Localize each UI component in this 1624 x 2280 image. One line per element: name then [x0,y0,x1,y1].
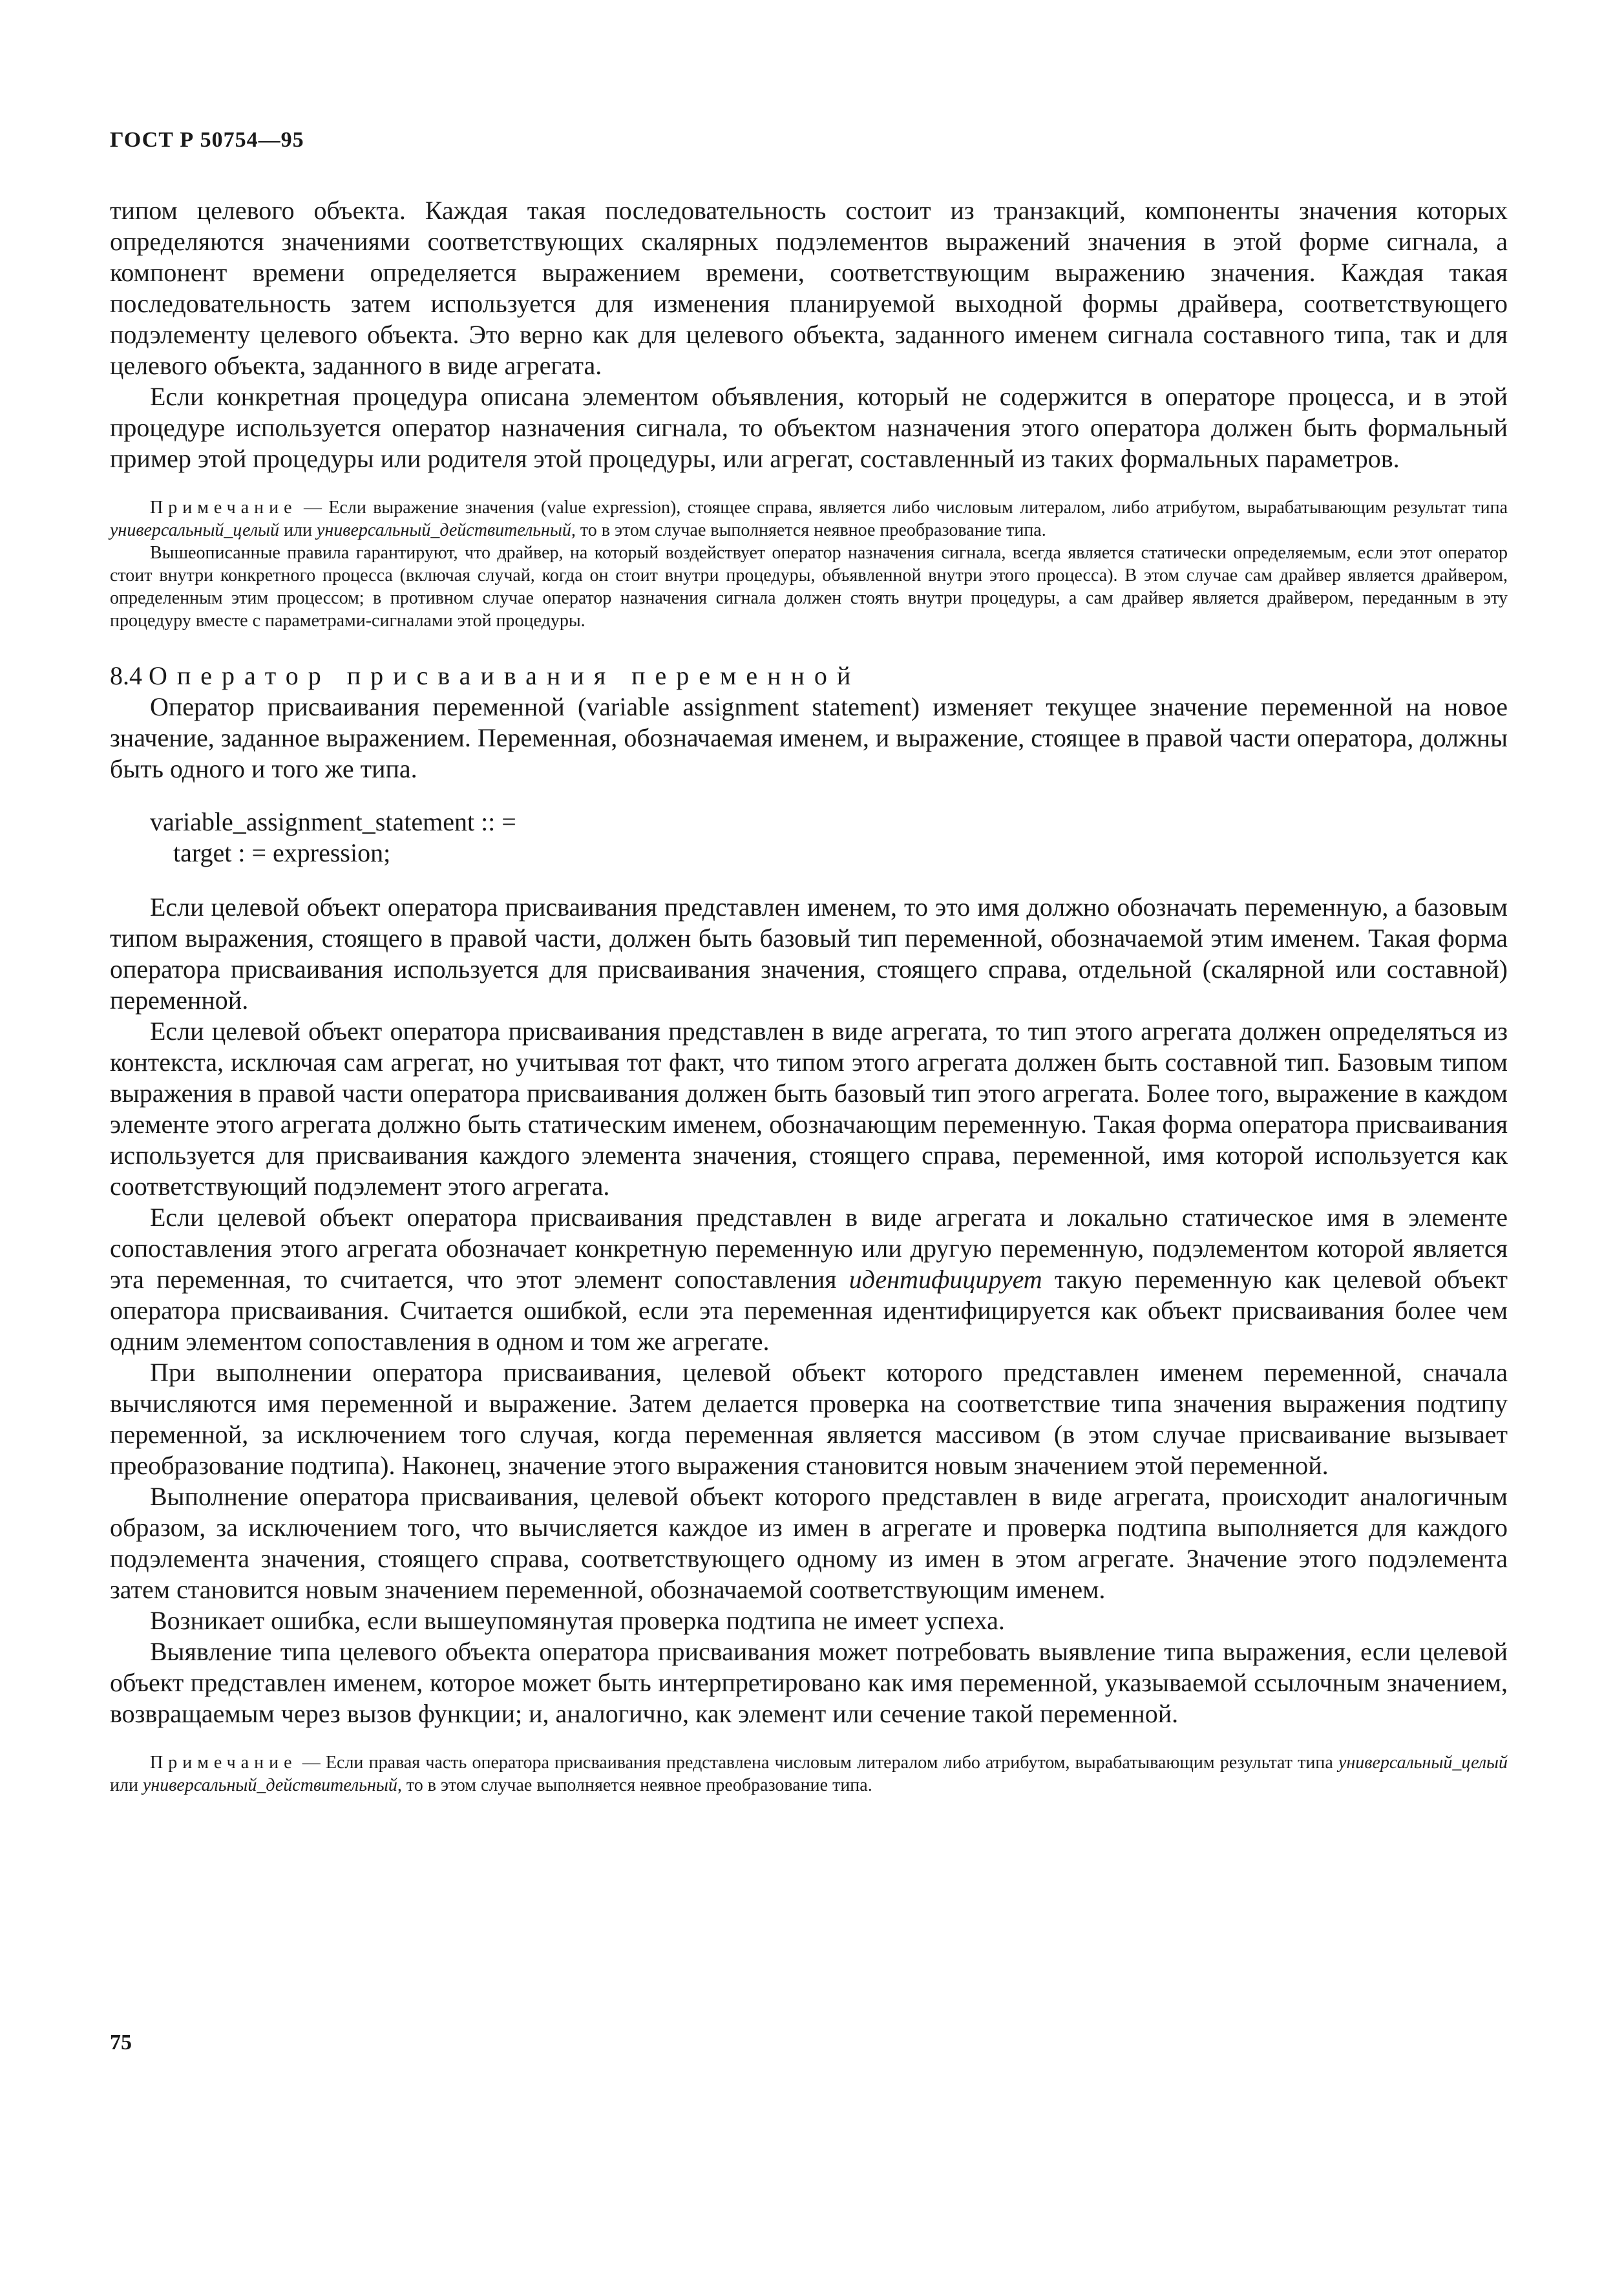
note-text: — Если выражение значения (value expression), стоящее справа, является либо числовым литералом, либо атрибутом, вырабатывающим результат типа [297,498,1508,518]
note-text: или [110,1775,143,1795]
note-text: то в этом случае выполняется неявное преобразование типа. [575,520,1046,540]
body-text [110,892,1508,1729]
document-header: ГОСТ Р 50754—95 [110,128,304,152]
paragraph: Выявление типа целевого объекта оператора присваивания может потребовать выявление типа выражения, если целевой объект представлен именем, которое может быть интерпретировано как имя переменной, указываемой ссылочным значением, возвращаемым через вызов функции; и, аналогично, как элемент или сечение такой переменной. [110,1637,1508,1728]
note-italic-term: универсальный_действительный, [316,520,576,540]
note-italic-term: универсальный_целый [1338,1753,1508,1773]
note-text: или [279,520,317,540]
note-label: Примечание [150,498,297,518]
paragraph-text: Если целевой объект оператора присваивания представлен в виде агрегата и локально статическое имя в элементе сопоставления этого агрегата обозначает конкретную переменную или другую переменную, подэлементом которой является эта переменная, то считается, что этот элемент сопоставления [110,1203,1508,1294]
note-label: Примечание [150,1753,297,1773]
section-title: Оператор присваивания переменной [149,661,861,690]
note-paragraph [110,496,1508,542]
note-text: то в этом случае выполняется неявное преобразование типа. [401,1775,872,1795]
section-number: 8.4 [110,661,142,690]
syntax-line: target : = expression; [173,838,391,867]
syntax-rule [150,807,1508,869]
note-italic-term: универсальный_целый [110,520,280,540]
note-block [110,496,1508,632]
paragraph: Возникает ошибка, если вышеупомянутая проверка подтипа не имеет успеха. [150,1606,1005,1635]
note-paragraph: Вышеописанные правила гарантируют, что драйвер, на который воздействует оператор назначения сигнала, всегда является статически определяемым, если этот оператор стоит внутри конкретного процесса (включая случай, когда он стоит внутри процедуры, объявленной внутри этого процесса). В этом случае сам драйвер является драйвером, определенным этим процессом; в противном случае оператор назначения сигнала должен стоять внутри процедуры, а сам драйвер является драйвером, переданным в эту процедуру вместе с параметрами-сигналами этой процедуры. [110,543,1508,631]
paragraph: Если конкретная процедура описана элементом объявления, который не содержится в операторе процесса, и в этой процедуре используется оператор назначения сигнала, то объектом назначения этого оператора должен быть формальный пример этой процедуры или родителя этой процедуры, или агрегат, составленный из таких формальных параметров. [110,382,1508,473]
note-text: — Если правая часть оператора присваивания представлена числовым литералом либо атрибутом, вырабатывающим результат типа [297,1753,1338,1773]
document-page [110,0,1508,2280]
note-italic-term: универсальный_действительный, [142,1775,402,1795]
syntax-line: variable_assignment_statement :: = [150,807,516,836]
page-number: 75 [110,2031,132,2054]
paragraph-continuation: типом целевого объекта. Каждая такая последовательность состоит из транзакций, компоненты значения которых определяются значениями соответствующих скалярных подэлементов выражений значения в этой форме сигнала, а компонент времени определяется выражением времени, соответствующим выражению значения. Каждая такая последовательность затем используется для изменения планируемой выходной формы драйвера, соответствующего подэлементу целевого объекта. Это верно как для целевого объекта, заданного именем сигнала составного типа, так и для целевого объекта, заданного в виде агрегата. [110,196,1508,380]
italic-term: идентифицирует [849,1265,1042,1294]
paragraph-text: такую переменную как целевой объект оператора присваивания. Считается ошибкой, если эта переменная идентифицируется как объект присваивания более чем одним элементом сопоставления в одном и том же агрегате. [110,1265,1508,1356]
paragraph [110,1202,1508,1357]
note-block [110,1751,1508,1797]
section-intro: Оператор присваивания переменной (variable assignment statement) изменяет текущее значение переменной на новое значение, заданное выражением. Переменная, обозначаемая именем, и выражение, стоящее в правой части оператора, должны быть одного и того же типа. [110,692,1508,783]
section-heading [110,660,1508,691]
paragraph: Если целевой объект оператора присваивания представлен именем, то это имя должно обозначать переменную, а базовым типом выражения, стоящего в правой части, должен быть базовый тип переменной, обозначаемой этим именем. Такая форма оператора присваивания используется для присваивания значения, стоящего справа, отдельной (скалярной или составной) переменной. [110,892,1508,1015]
note-paragraph [110,1751,1508,1797]
paragraph: При выполнении оператора присваивания, целевой объект которого представлен именем переменной, сначала вычисляются имя переменной и выражение. Затем делается проверка на соответствие типа значения выражения подтипу переменной, за исключением того случая, когда переменная является массивом (в этом случае присваивание вызывает преобразование подтипа). Наконец, значение этого выражения становится новым значением этой переменной. [110,1358,1508,1480]
paragraph: Если целевой объект оператора присваивания представлен в виде агрегата, то тип этого агрегата должен определяться из контекста, исключая сам агрегат, но учитывая тот факт, что типом этого агрегата должен быть составной тип. Базовым типом выражения в правой части оператора присваивания должен быть базовый тип этого агрегата. Более того, выражение в каждом элементе этого агрегата должно быть статическим именем, обозначающим переменную. Такая форма оператора присваивания используется для присваивания каждого элемента значения, стоящего справа, переменной, имя которой используется как соответствующий подэлемент этого агрегата. [110,1017,1508,1201]
paragraph: Выполнение оператора присваивания, целевой объект которого представлен в виде агрегата, происходит аналогичным образом, за исключением того, что вычисляется каждое из имен в агрегате и проверка подтипа выполняется для каждого подэлемента значения, стоящего справа, соответствующего одному из имен в этом агрегате. Значение этого подэлемента затем становится новым значением переменной, обозначаемой соответствующим именем. [110,1482,1508,1604]
page-body [110,195,1508,1797]
